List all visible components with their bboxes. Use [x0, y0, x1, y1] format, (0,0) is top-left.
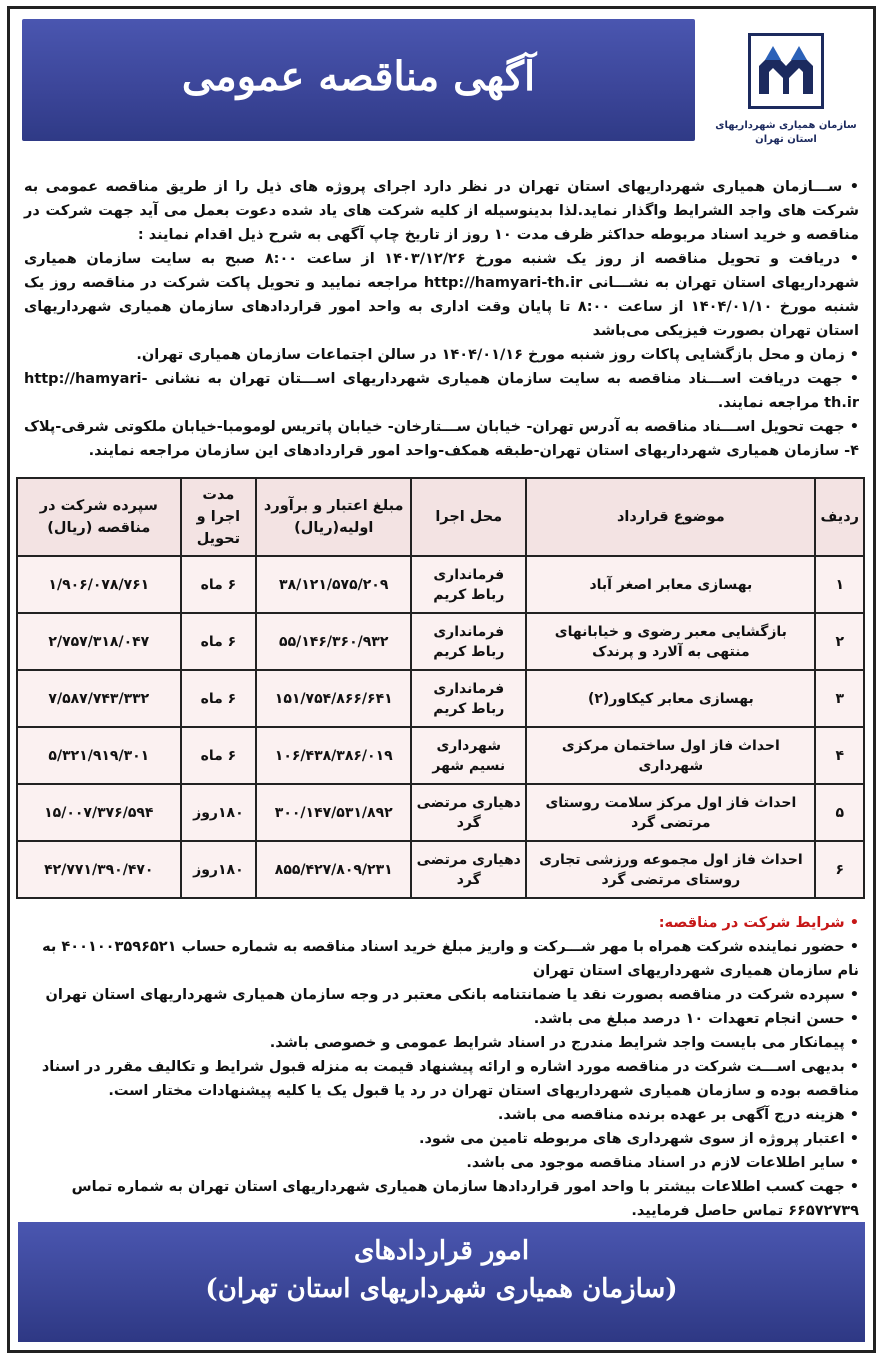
conditions-section [18, 911, 865, 1223]
intro-paragraph: • زمان و محل بازگشایی پاکات روز شنبه مورخ ۱۴۰۴/۰۱/۱۶ در سالن اجتماعات سازمان همیاری تهران. [136, 347, 859, 363]
cell-amount: ۱۰۶/۴۳۸/۳۸۶/۰۱۹ [256, 727, 411, 784]
footer-department: امور قراردادهای [353, 1236, 530, 1266]
condition-item: • بدیهی اســـت شرکت در مناقصه مورد اشاره و ارائه پیشنهاد قیمت به منزله قبول شرایط و تکالیف مقرر در اسناد مناقصه بوده و سازمان همیاری شهرداریهای استان تهران در رد یا قبول یک یا کلیه پیشنهادات مختار است. [41, 1059, 859, 1099]
table-row [17, 613, 864, 670]
table-row [17, 841, 864, 898]
condition-item: • اعتبار پروژه از سوی شهرداری های مربوطه تامین می شود. [418, 1131, 859, 1147]
condition-item: • سایر اطلاعات لازم در اسناد مناقصه موجود می باشد. [466, 1155, 859, 1171]
cell-deposit: ۵/۳۲۱/۹۱۹/۳۰۱ [17, 727, 181, 784]
header [18, 15, 865, 175]
cell-subject: احداث فاز اول ساختمان مرکزی شهرداری [526, 727, 815, 784]
cell-subject: بهسازی معابر کیکاور(۲) [526, 670, 815, 727]
table-row [17, 727, 864, 784]
cell-subject: احداث فاز اول مرکز سلامت روستای مرتضی گرد [526, 784, 815, 841]
cell-duration: ۶ ماه [181, 613, 257, 670]
cell-deposit: ۴۲/۷۷۱/۳۹۰/۴۷۰ [17, 841, 181, 898]
cell-deposit: ۲/۷۵۷/۳۱۸/۰۴۷ [17, 613, 181, 670]
cell-location: فرمانداری رباط کریم [411, 670, 526, 727]
condition-item: • هزینه درج آگهی بر عهده برنده مناقصه می باشد. [497, 1107, 859, 1123]
cell-duration: ۶ ماه [181, 670, 257, 727]
cell-num: ۴ [815, 727, 864, 784]
cell-deposit: ۱۵/۰۰۷/۳۷۶/۵۹۴ [17, 784, 181, 841]
cell-location: شهرداری نسیم شهر [411, 727, 526, 784]
cell-amount: ۱۵۱/۷۵۴/۸۶۶/۶۴۱ [256, 670, 411, 727]
cell-num: ۲ [815, 613, 864, 670]
condition-item: • پیمانکار می بایست واجد شرایط مندرج در اسناد شرایط عمومی و خصوصی باشد. [269, 1035, 859, 1051]
header-num: ردیف [815, 478, 864, 556]
logo-org-text: سازمان همیاری شهرداریهای استان تهران [715, 120, 857, 145]
table-row [17, 784, 864, 841]
cell-num: ۳ [815, 670, 864, 727]
logo-mark-icon [748, 33, 824, 109]
logo-glyph-icon [751, 36, 821, 106]
page-title: آگهی مناقصه عمومی [181, 53, 536, 100]
cell-duration: ۶ ماه [181, 556, 257, 613]
projects-table [16, 477, 865, 899]
header-subject: موضوع قرارداد [526, 478, 815, 556]
cell-num: ۱ [815, 556, 864, 613]
cell-location: فرمانداری رباط کریم [411, 556, 526, 613]
cell-num: ۵ [815, 784, 864, 841]
header-location: محل اجرا [411, 478, 526, 556]
cell-location: دهیاری مرتضی گرد [411, 841, 526, 898]
cell-location: دهیاری مرتضی گرد [411, 784, 526, 841]
cell-subject: بازگشایی معبر رضوی و خیابانهای منتهی به آلارد و پرندک [526, 613, 815, 670]
cell-amount: ۸۵۵/۴۲۷/۸۰۹/۲۳۱ [256, 841, 411, 898]
conditions-heading: • شرایط شرکت در مناقصه: [658, 915, 859, 931]
table-row [17, 670, 864, 727]
intro-section [18, 175, 865, 463]
intro-paragraph: • جهت دریافت اســـناد مناقصه به سایت سازمان همیاری شهرداریهای اســـتان تهران به نشانی http://hamyari-th.ir مراجعه نمایند. [24, 371, 859, 411]
intro-paragraph: • دریافت و تحویل مناقصه از روز یک شنبه مورخ ۱۴۰۳/۱۲/۲۶ از ساعت ۸:۰۰ صبح به سایت سازمان همیاری شهرداریهای استان تهران به نشـــانی http://hamyari-th.ir مراجعه نمایید و تحویل پاکت شرکت در مناقصه روز یک شنبه مورخ ۱۴۰۴/۰۱/۱۰ از ساعت ۸:۰۰ تا پایان وقت اداری به واحد امور قراردادهای سازمان همیاری شهرداریهای استان تهران بصورت فیزیکی می‌باشد [24, 251, 860, 339]
cell-subject: احداث فاز اول مجموعه ورزشی تجاری روستای مرتضی گرد [526, 841, 815, 898]
header-duration: مدت اجرا و تحویل [181, 478, 257, 556]
cell-num: ۶ [815, 841, 864, 898]
cell-duration: ۱۸۰روز [181, 784, 257, 841]
cell-amount: ۵۵/۱۴۶/۳۶۰/۹۳۲ [256, 613, 411, 670]
intro-paragraph: • ســـازمان همیاری شهرداریهای استان تهران در نظر دارد اجرای پروژه های ذیل را از طریق مناقصه عمومی به شرکت های واجد الشرایط واگذار نماید.لذا بدینوسیله از کلیه شرکت های یاد شده دعوت بعمل می آید جهت شرکت در مناقصه و خرید اسناد مربوطه حداکثر ظرف مدت ۱۰ روز از تاریخ چاپ آگهی به شرح ذیل اقدام نمایند : [24, 179, 859, 243]
cell-amount: ۳۰۰/۱۴۷/۵۳۱/۸۹۲ [256, 784, 411, 841]
cell-duration: ۱۸۰روز [181, 841, 257, 898]
condition-item: • سپرده شرکت در مناقصه بصورت نقد یا ضمانتنامه بانکی معتبر در وجه سازمان همیاری شهرداریهای استان تهران [45, 987, 859, 1003]
cell-deposit: ۷/۵۸۷/۷۴۳/۳۳۲ [17, 670, 181, 727]
table-row [17, 556, 864, 613]
footer-banner [18, 1222, 865, 1342]
header-deposit: سپرده شرکت در مناقصه (ریال) [17, 478, 181, 556]
cell-deposit: ۱/۹۰۶/۰۷۸/۷۶۱ [17, 556, 181, 613]
ad-frame [7, 6, 876, 1353]
intro-paragraph: • جهت تحویل اســـناد مناقصه به آدرس تهران- خیابان ســـتارخان- خیابان پاتریس لومومبا-خیابان ملکوتی شرقی-پلاک ۴- سازمان همیاری شهرداریهای استان تهران-طبقه همکف-واحد امور قراردادهای این سازمان مراجعه نمایند. [24, 419, 859, 459]
title-banner [22, 19, 695, 141]
cell-amount: ۳۸/۱۲۱/۵۷۵/۲۰۹ [256, 556, 411, 613]
condition-item: • حضور نماینده شرکت همراه با مهر شـــرکت و واریز مبلغ خرید اسناد مناقصه به شماره حساب ۴۰۰۱۰۰۳۵۹۶۵۲۱ به نام سازمان همیاری شهرداریهای استان تهران [42, 939, 859, 979]
cell-subject: بهسازی معابر اصغر آباد [526, 556, 815, 613]
cell-duration: ۶ ماه [181, 727, 257, 784]
org-logo [711, 19, 861, 169]
condition-item: • جهت کسب اطلاعات بیشتر با واحد امور قراردادها سازمان همیاری شهرداریهای استان تهران به شماره تماس ۶۶۵۷۲۷۳۹ تماس حاصل فرمایید. [71, 1179, 859, 1219]
header-amount: مبلغ اعتبار و برآورد اولیه(ریال) [256, 478, 411, 556]
footer-organization: (سازمان همیاری شهرداریهای استان تهران) [205, 1274, 678, 1304]
condition-item: • حسن انجام تعهدات ۱۰ درصد مبلغ می باشد. [533, 1011, 859, 1027]
table-header-row [17, 478, 864, 556]
cell-location: فرمانداری رباط کریم [411, 613, 526, 670]
